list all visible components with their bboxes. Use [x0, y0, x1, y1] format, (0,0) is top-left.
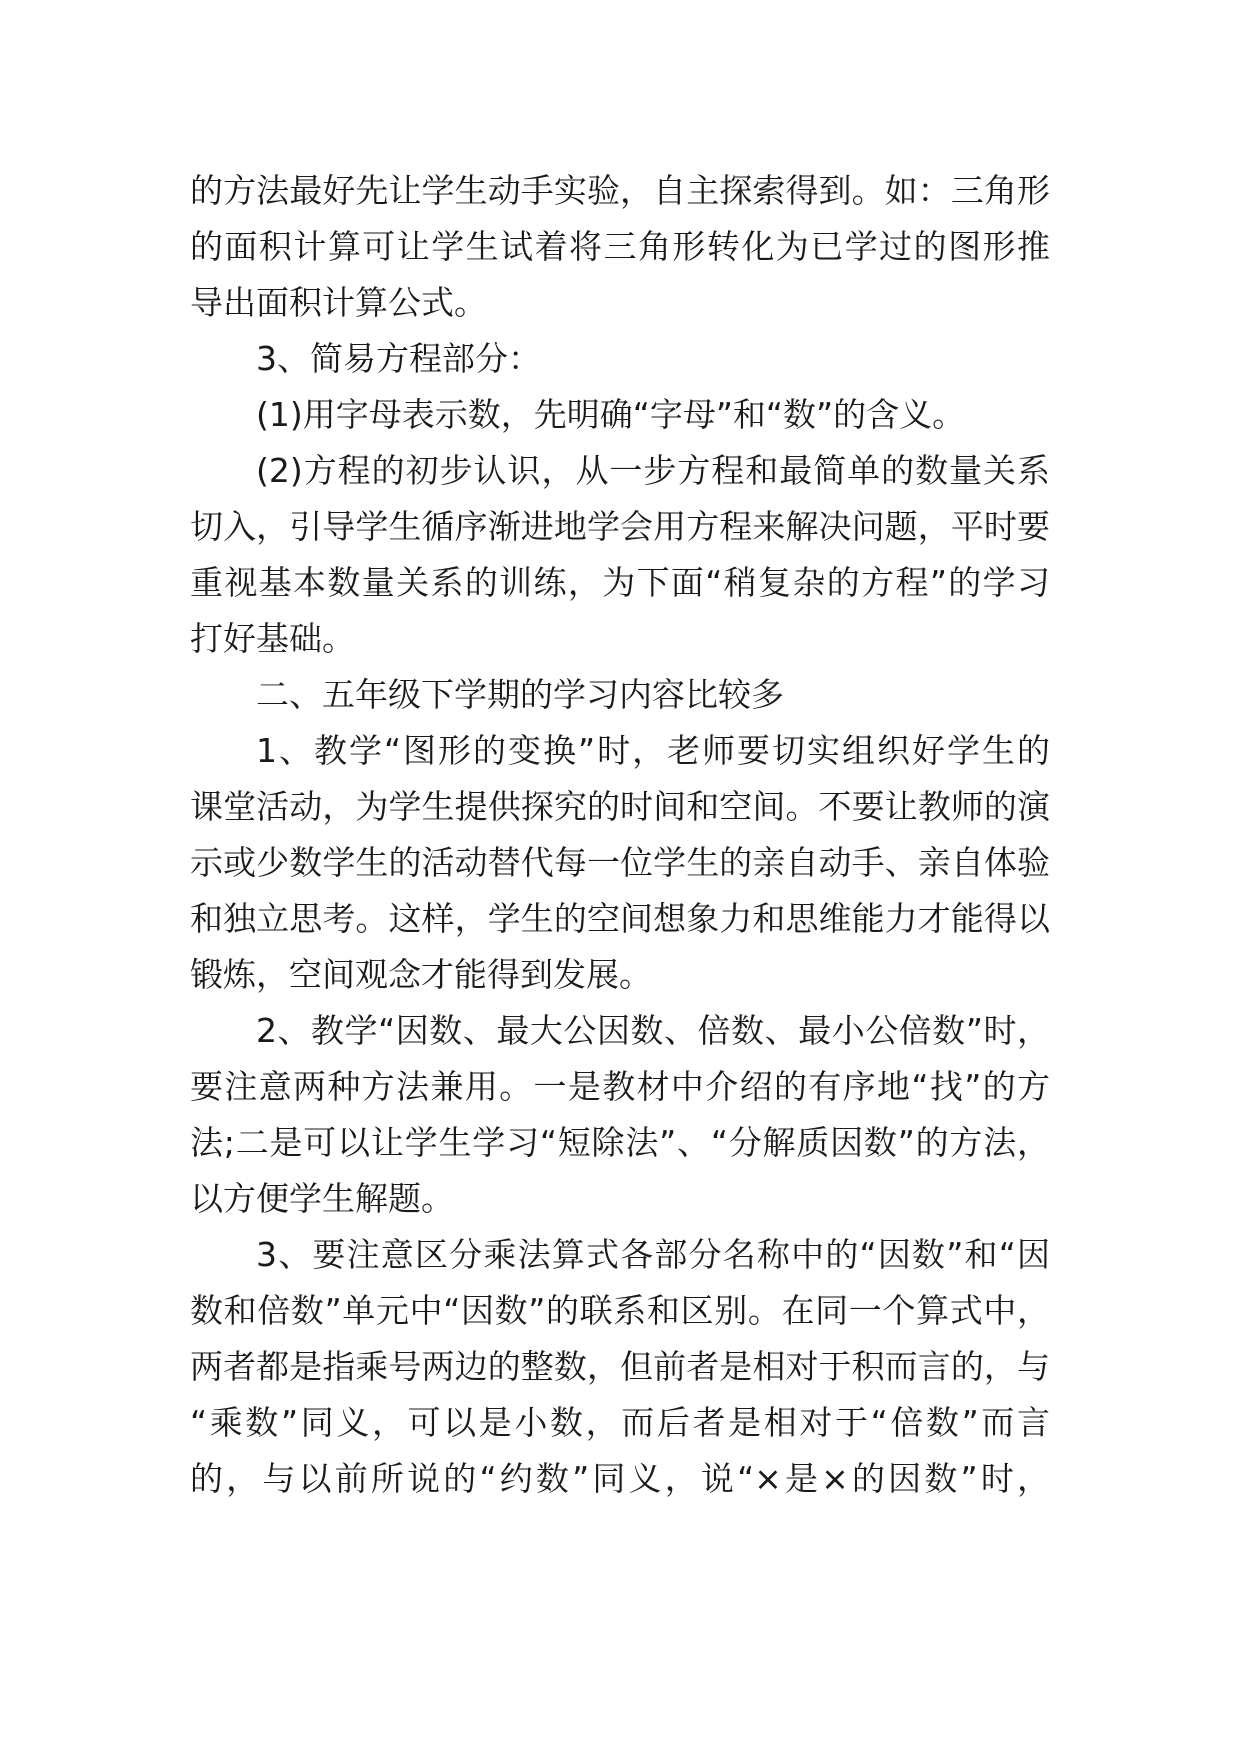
section-heading: 二、五年级下学期的学习内容比较多 — [256, 675, 784, 714]
text-line: 示或少数学生的活动替代每一位学生的亲自动手、亲自体验 — [190, 843, 1050, 882]
section-heading: 3、简易方程部分： — [256, 339, 541, 378]
text-line: 锻炼，空间观念才能得到发展。 — [190, 955, 652, 994]
text-line: 两者都是指乘号两边的整数，但前者是相对于积而言的，与 — [190, 1347, 1050, 1386]
text-line: 导出面积计算公式。 — [190, 283, 487, 322]
text-line: 的方法最好先让学生动手实验，自主探索得到。如：三角形 — [190, 171, 1050, 210]
text-line: “乘数”同义，可以是小数，而后者是相对于“倍数”而言 — [190, 1403, 1050, 1442]
text-line: 的，与以前所说的“约数”同义，说“×是×的因数”时， — [190, 1459, 1050, 1498]
text-line: 重视基本数量关系的训练，为下面“稍复杂的方程”的学习 — [190, 563, 1050, 602]
text-line: 1、教学“图形的变换”时，老师要切实组织好学生的 — [256, 731, 1050, 770]
text-line: 法;二是可以让学生学习“短除法”、“分解质因数”的方法， — [190, 1123, 1050, 1162]
text-line: 要注意两种方法兼用。一是教材中介绍的有序地“找”的方 — [190, 1067, 1050, 1106]
text-line: 以方便学生解题。 — [190, 1179, 454, 1218]
text-line: 的面积计算可让学生试着将三角形转化为已学过的图形推 — [190, 227, 1050, 266]
text-line: 3、要注意区分乘法算式各部分名称中的“因数”和“因 — [256, 1235, 1050, 1274]
text-line: 课堂活动，为学生提供探究的时间和空间。不要让教师的演 — [190, 787, 1050, 826]
text-line: 和独立思考。这样，学生的空间想象力和思维能力才能得以 — [190, 899, 1050, 938]
text-line: 切入，引导学生循序渐进地学会用方程来解决问题，平时要 — [190, 507, 1050, 546]
text-line: (2)方程的初步认识，从一步方程和最简单的数量关系 — [256, 451, 1050, 490]
text-line: 2、教学“因数、最大公因数、倍数、最小公倍数”时， — [256, 1011, 1050, 1050]
document-body — [190, 163, 1050, 1507]
text-line: 数和倍数”单元中“因数”的联系和区别。在同一个算式中， — [190, 1291, 1050, 1330]
text-line: 打好基础。 — [190, 619, 355, 658]
text-line: (1)用字母表示数，先明确“字母”和“数”的含义。 — [256, 395, 966, 434]
